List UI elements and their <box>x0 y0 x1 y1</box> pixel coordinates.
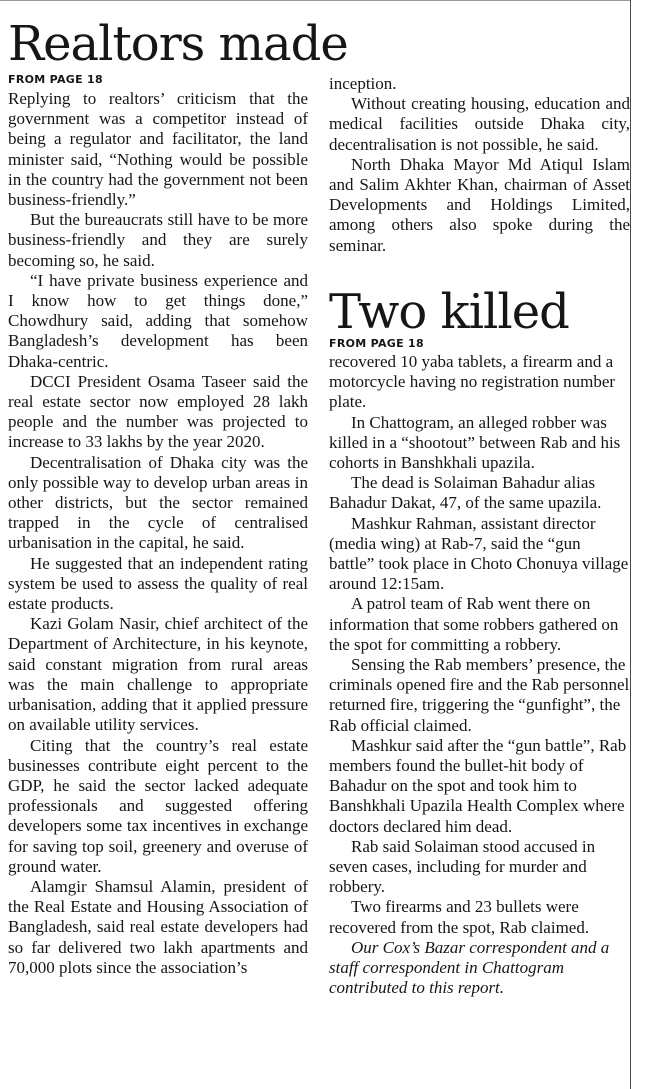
jump-line-two-killed: FROM PAGE 18 <box>329 337 424 350</box>
paragraph: recovered 10 yaba tablets, a firearm and a motorcycle having no registration number plate. <box>329 352 616 412</box>
article-body-realtors-continued <box>329 74 630 256</box>
paragraph: “I have private business experience and I know how to get things done,” Chowdhury said, adding that somehow Bangladesh’s development has been Dhaka-centric. <box>8 270 308 371</box>
paragraph: The dead is Solaiman Bahadur alias Bahadur Dakat, 47, of the same upazila. <box>329 473 602 513</box>
contributor-credit: Our Cox’s Bazar correspondent and a staff correspondent in Chattogram contributed to this report. <box>329 937 610 998</box>
headline-realtors-made: Realtors made <box>8 16 348 72</box>
paragraph: A patrol team of Rab went there on information that some robbers gathered on the spot for committing a robbery. <box>329 594 619 654</box>
column-rule <box>630 0 631 1089</box>
paragraph: Mashkur Rahman, assistant director (media wing) at Rab-7, said the “gun battle” took place in Choto Chonuya village around 12:15am. <box>329 513 629 594</box>
paragraph: Citing that the country’s real estate businesses contribute eight percent to the GDP, he said the sector lacked adequate professionals and suggested offering developers some tax incentives in exchange for saving top soil, greenery and overuse of ground water. <box>8 735 308 876</box>
paragraph: Without creating housing, education and medical facilities outside Dhaka city, decentralisation is not possible, he said. <box>329 94 630 154</box>
article-body-realtors <box>8 89 308 978</box>
jump-line-realtors: FROM PAGE 18 <box>8 73 103 86</box>
paragraph: Replying to realtors’ criticism that the government was a competitor instead of being a regulator and facilitator, the land minister said, “Nothing would be possible in the country had the government not been business-friendly.” <box>8 89 308 210</box>
paragraph: inception. <box>329 74 397 93</box>
paragraph: He suggested that an independent rating system be used to assess the quality of real estate products. <box>8 553 308 614</box>
paragraph: In Chattogram, an alleged robber was killed in a “shootout” between Rab and his cohorts in Banshkhali upazila. <box>329 412 621 473</box>
article-body-two-killed <box>329 352 630 999</box>
top-rule <box>0 0 630 1</box>
paragraph: North Dhaka Mayor Md Atiqul Islam and Salim Akhter Khan, chairman of Asset Developments and Holdings Limited, among others also spoke during the seminar. <box>329 154 630 255</box>
paragraph: Mashkur said after the “gun battle”, Rab members found the bullet-hit body of Bahadur on the spot and took him to Banshkhali Upazila Health Complex where doctors declared him dead. <box>329 735 627 836</box>
paragraph: Sensing the Rab members’ presence, the criminals opened fire and the Rab personnel returned fire, triggering the “gunfight”, the Rab official claimed. <box>329 655 630 735</box>
paragraph: Alamgir Shamsul Alamin, president of the Real Estate and Housing Association of Bangladesh, said real estate developers had so far delivered two lakh apartments and 70,000 plots since the association’s <box>8 876 308 977</box>
paragraph: Decentralisation of Dhaka city was the only possible way to develop urban areas in other districts, but the sector remained trapped in the cycle of centralised urbanisation in the capital, he said. <box>8 452 308 553</box>
headline-two-killed: Two killed <box>329 284 569 340</box>
paragraph: Rab said Solaiman stood accused in seven cases, including for murder and robbery. <box>329 836 596 897</box>
paragraph: Two firearms and 23 bullets were recovered from the spot, Rab claimed. <box>329 897 590 937</box>
paragraph: Kazi Golam Nasir, chief architect of the Department of Architecture, in his keynote, said constant migration from rural areas was the main challenge to appropriate urbanisation, adding that it applied pressure on available utility services. <box>8 614 308 735</box>
paragraph: But the bureaucrats still have to be more business-friendly and they are surely becoming so, he said. <box>8 210 308 270</box>
paragraph: DCCI President Osama Taseer said the real estate sector now employed 28 lakh people and the number was projected to increase to 33 lakhs by the year 2020. <box>8 371 308 452</box>
